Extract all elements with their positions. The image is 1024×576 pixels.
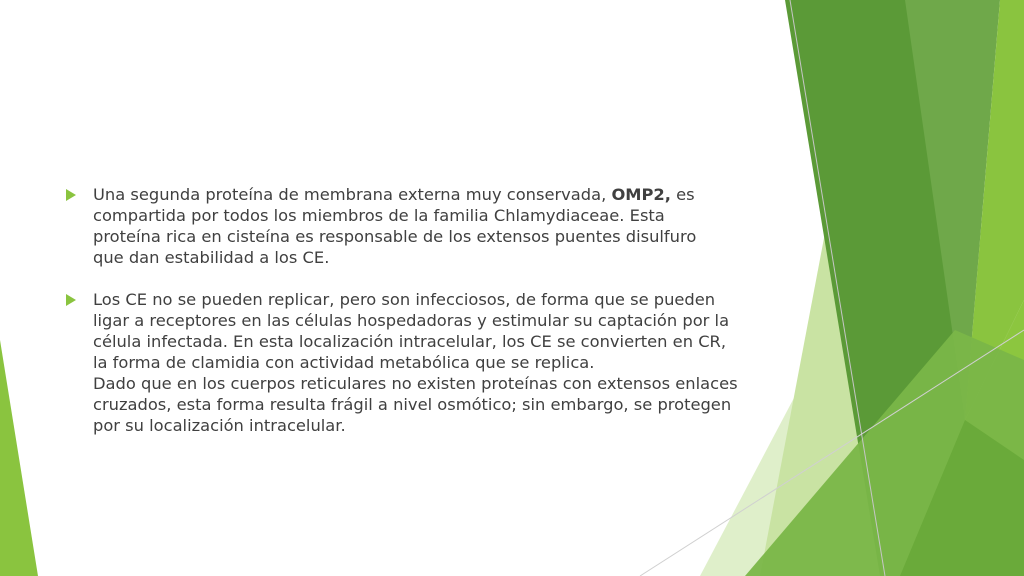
bullet-arrow-icon [66, 294, 76, 306]
left-green-sliver [0, 340, 38, 576]
bullet-arrow-icon [66, 189, 76, 201]
bullet-line: la forma de clamidia con actividad metabólica que se replica. [93, 353, 595, 372]
bullet-line: que dan estabilidad a los CE. [93, 248, 330, 267]
bullet-line: célula infectada. En esta localización intracelular, los CE se convierten en CR, [93, 332, 727, 351]
bullet-text: Una segunda proteína de membrana externa muy conservada, [93, 185, 612, 204]
bullet-line: Los CE no se pueden replicar, pero son infecciosos, de forma que se pueden [93, 290, 716, 309]
bullet-line: por su localización intracelular. [93, 416, 346, 435]
bullet-line: compartida por todos los miembros de la familia Chlamydiaceae. Esta [93, 206, 665, 225]
bullet-ce-replication [64, 289, 784, 436]
bold-term: OMP2, [611, 185, 671, 204]
bullet-text: es [670, 185, 695, 204]
bullet-line: Dado que en los cuerpos reticulares no existen proteínas con extensos enlaces [93, 374, 738, 393]
bullet-line [93, 184, 784, 205]
slide-body [64, 184, 784, 457]
bullet-line: ligar a receptores en las células hospedadoras y estimular su captación por la [93, 311, 730, 330]
bullet-omp2 [64, 184, 784, 268]
bullet-line: cruzados, esta forma resulta frágil a nivel osmótico; sin embargo, se protegen [93, 395, 732, 414]
bullet-line: proteína rica en cisteína es responsable de los extensos puentes disulfuro [93, 227, 697, 246]
